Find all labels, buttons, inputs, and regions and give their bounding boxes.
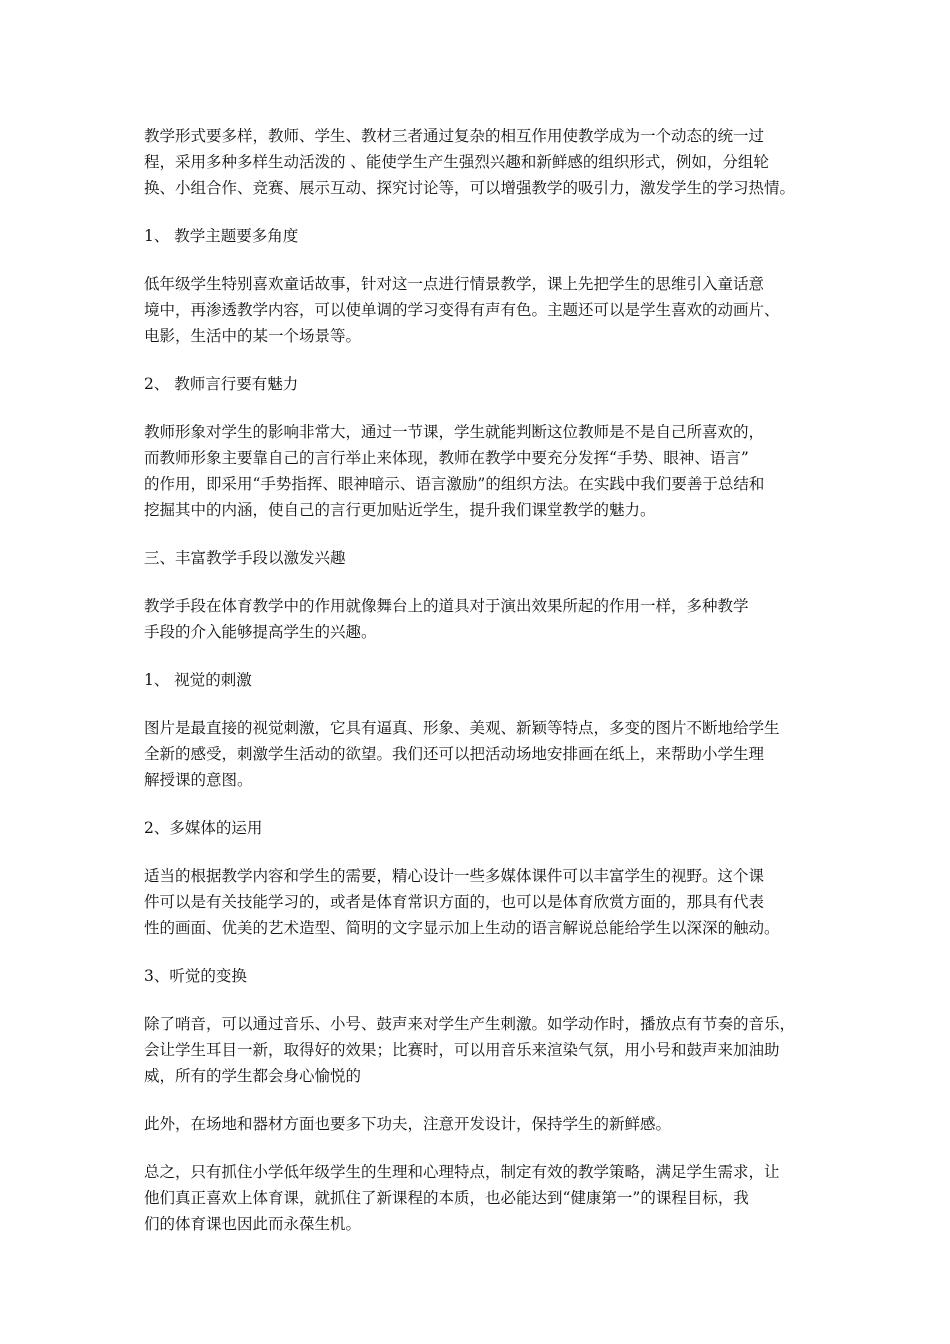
section-heading: 2、多媒体的运用: [144, 819, 263, 837]
paragraph-line: 威，所有的学生都会身心愉悦的: [144, 1067, 362, 1085]
paragraph-line: 全新的感受，刺激学生活动的欲望。我们还可以把活动场地安排画在纸上，来帮助小学生理: [144, 745, 765, 763]
paragraph: [144, 863, 824, 941]
section-heading: 三、丰富教学手段以激发兴趣: [144, 549, 346, 567]
paragraph: [144, 123, 824, 201]
paragraph-line: 总之，只有抓住小学低年级学生的生理和心理特点，制定有效的教学策略，满足学生需求，让: [144, 1163, 780, 1181]
paragraph-line: 而教师形象主要靠自己的言行举止来体现，教师在教学中要充分发挥“手势、眼神、语言”: [144, 449, 749, 467]
paragraph-line: 性的画面、优美的艺术造型、简明的文字显示加上生动的语言解说总能给学生以深深的触动。: [144, 919, 780, 937]
paragraph-line: 图片是最直接的视觉刺激，它具有逼真、形象、美观、新颖等特点，多变的图片不断地给学生: [144, 719, 780, 737]
paragraph-line: 挖掘其中的内涵，使自己的言行更加贴近学生，提升我们课堂教学的魅力。: [144, 501, 656, 519]
section-heading: 1、 视觉的刺激: [144, 671, 252, 689]
paragraph: [144, 593, 824, 645]
paragraph-line: 的作用，即采用“手势指挥、眼神暗示、语言激励”的组织方法。在实践中我们要善于总结和: [144, 475, 765, 493]
paragraph-line: 会让学生耳目一新，取得好的效果；比赛时，可以用音乐来渲染气氛，用小号和鼓声来加油助: [144, 1041, 780, 1059]
paragraph: [144, 1159, 824, 1237]
paragraph: [144, 1111, 824, 1137]
paragraph-line: 低年级学生特别喜欢童话故事，针对这一点进行情景教学，课上先把学生的思维引入童话意: [144, 275, 765, 293]
paragraph-line: 教学形式要多样，教师、学生、教材三者通过复杂的相互作用使教学成为一个动态的统一过: [144, 127, 765, 145]
paragraph-line: 手段的介入能够提高学生的兴趣。: [144, 623, 377, 641]
section-heading: 3、听觉的变换: [144, 967, 247, 985]
paragraph-line: 境中，再渗透教学内容，可以使单调的学习变得有声有色。主题还可以是学生喜欢的动画片、: [144, 301, 780, 319]
paragraph-line: 解授课的意图。: [144, 771, 253, 789]
paragraph: [144, 1011, 824, 1089]
paragraph-line: 件可以是有关技能学习的，或者是体育常识方面的，也可以是体育欣赏方面的，那具有代表: [144, 893, 765, 911]
paragraph: [144, 271, 824, 349]
document-body: [144, 123, 824, 1259]
section-heading: 1、 教学主题要多角度: [144, 227, 299, 245]
paragraph-line: 他们真正喜欢上体育课，就抓住了新课程的本质，也必能达到“健康第一”的课程目标，我: [144, 1189, 749, 1207]
paragraph-line: 们的体育课也因此而永葆生机。: [144, 1215, 362, 1233]
paragraph-line: 换、小组合作、竞赛、展示互动、探究讨论等，可以增强教学的吸引力，激发学生的学习热情。: [144, 179, 796, 197]
paragraph-line: 除了哨音，可以通过音乐、小号、鼓声来对学生产生刺激。如学动作时，播放点有节奏的音乐，: [144, 1015, 796, 1033]
paragraph-line: 教师形象对学生的影响非常大，通过一节课，学生就能判断这位教师是不是自己所喜欢的，: [144, 423, 765, 441]
section-heading: 2、 教师言行要有魅力: [144, 375, 299, 393]
paragraph-line: 电影，生活中的某一个场景等。: [144, 327, 362, 345]
paragraph: [144, 419, 824, 523]
paragraph-line: 程，采用多种多样生动活泼的 、能使学生产生强烈兴趣和新鲜感的组织形式，例如，分组轮: [144, 153, 769, 171]
paragraph: [144, 715, 824, 793]
paragraph-line: 教学手段在体育教学中的作用就像舞台上的道具对于演出效果所起的作用一样，多种教学: [144, 597, 749, 615]
paragraph-line: 适当的根据教学内容和学生的需要，精心设计一些多媒体课件可以丰富学生的视野。这个课: [144, 867, 765, 885]
paragraph-line: 此外，在场地和器材方面也要多下功夫，注意开发设计，保持学生的新鲜感。: [144, 1115, 672, 1133]
